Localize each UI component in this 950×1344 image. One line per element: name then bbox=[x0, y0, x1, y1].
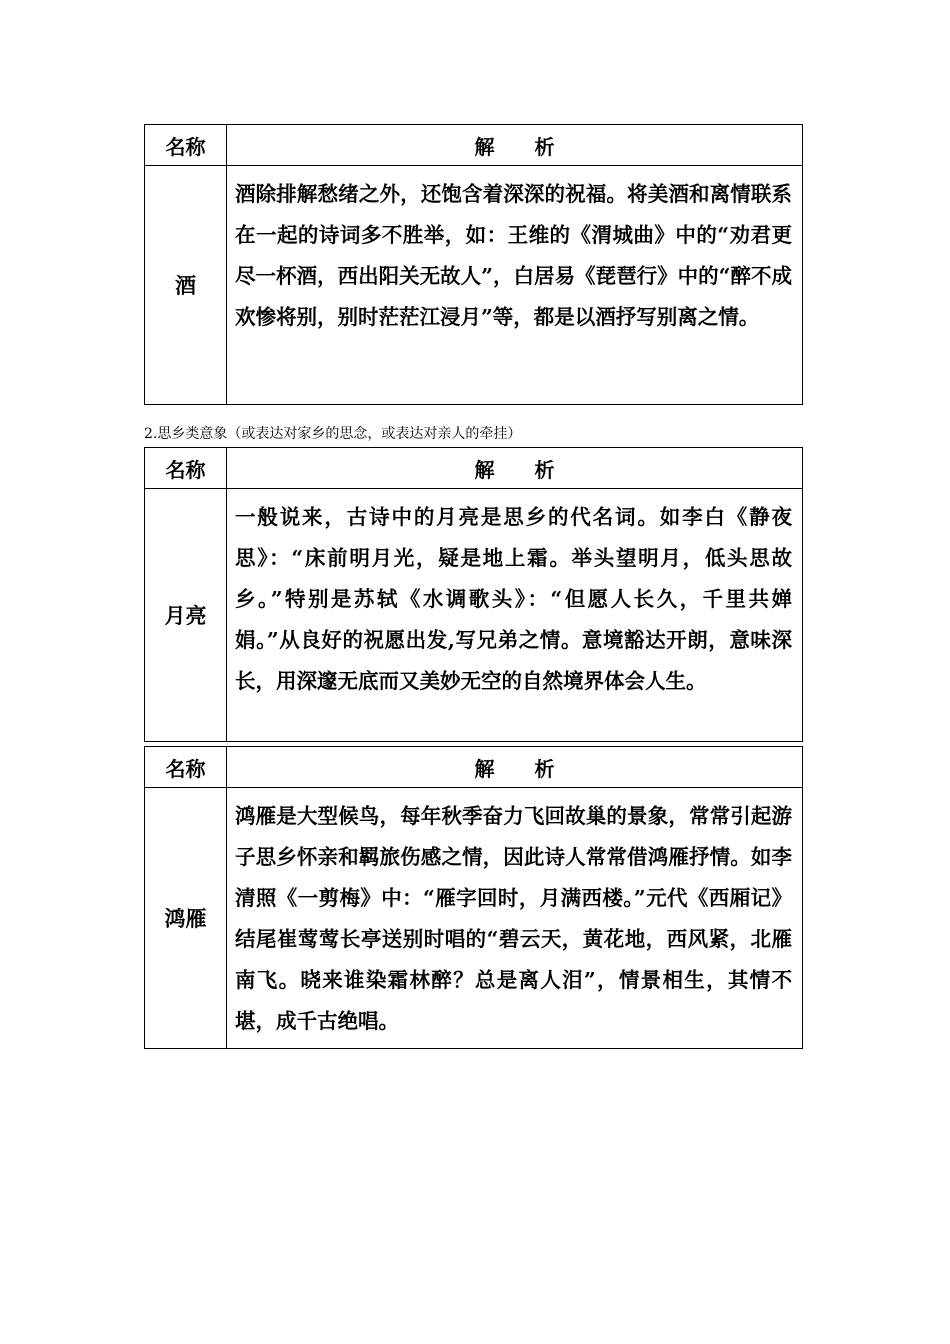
imagery-desc: 一般说来，古诗中的月亮是思乡的代名词。如李白《静夜思》：“床前明月光，疑是地上霜。举头望明月，低头思故乡。”特别是苏轼《水调歌头》：“但愿人长久，千里共婵娟。”从良好的祝愿出发,写兄弟之情。意境豁达开朗，意味深长，用深邃无底而又美妙无空的自然境界体会人生。 bbox=[235, 505, 792, 693]
table-row bbox=[145, 788, 803, 1049]
header-name-label: 名称 bbox=[165, 756, 206, 781]
header-name-label: 名称 bbox=[165, 457, 206, 482]
name-cell bbox=[145, 166, 227, 405]
imagery-table-goose bbox=[144, 746, 803, 1049]
header-name-cell bbox=[145, 125, 227, 166]
header-desc-label: 解 析 bbox=[474, 457, 555, 482]
header-desc-label: 解 析 bbox=[474, 756, 555, 781]
table-header-row bbox=[145, 125, 803, 166]
imagery-desc: 酒除排解愁绪之外，还饱含着深深的祝福。将美酒和离情联系在一起的诗词多不胜举，如：王维的《渭城曲》中的“劝君更尽一杯酒，西出阳关无故人”，白居易《琵琶行》中的“醉不成欢惨将别，别时茫茫江浸月”等，都是以酒抒写别离之情。 bbox=[235, 182, 792, 329]
header-desc-cell bbox=[227, 448, 803, 489]
name-cell bbox=[145, 489, 227, 742]
header-desc-cell bbox=[227, 125, 803, 166]
header-desc-label: 解 析 bbox=[474, 134, 555, 159]
desc-cell bbox=[227, 489, 803, 742]
table-header-row bbox=[145, 747, 803, 788]
desc-cell bbox=[227, 788, 803, 1049]
name-cell bbox=[145, 788, 227, 1049]
desc-cell bbox=[227, 166, 803, 405]
section-caption: 2.思乡类意象（或表达对家乡的思念，或表达对亲人的牵挂） bbox=[144, 426, 522, 442]
header-desc-cell bbox=[227, 747, 803, 788]
imagery-desc: 鸿雁是大型候鸟，每年秋季奋力飞回故巢的景象，常常引起游子思乡怀亲和羁旅伤感之情，因此诗人常常借鸿雁抒情。如李清照《一剪梅》中：“雁字回时，月满西楼。”元代《西厢记》结尾崔莺莺长亭送别时唱的“碧云天，黄花地，西风紧，北雁南飞。晓来谁染霜林醉？总是离人泪”，情景相生，其情不堪，成千古绝唱。 bbox=[235, 804, 792, 1033]
imagery-name: 月亮 bbox=[164, 603, 207, 628]
table-header-row bbox=[145, 448, 803, 489]
header-name-cell bbox=[145, 448, 227, 489]
table-row bbox=[145, 489, 803, 742]
header-name-label: 名称 bbox=[165, 134, 206, 159]
table-row bbox=[145, 166, 803, 405]
header-name-cell bbox=[145, 747, 227, 788]
imagery-name: 鸿雁 bbox=[164, 906, 207, 931]
imagery-name: 酒 bbox=[175, 273, 196, 298]
imagery-table-wine bbox=[144, 124, 803, 405]
imagery-table-moon bbox=[144, 447, 803, 742]
